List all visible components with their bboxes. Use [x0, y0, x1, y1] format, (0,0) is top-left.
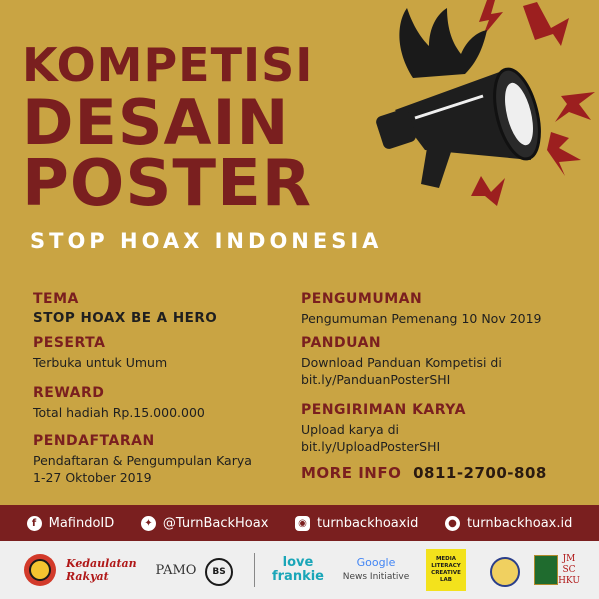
social-instagram[interactable]: [295, 516, 418, 531]
pengumuman-value: Pengumuman Pemenang 10 Nov 2019: [301, 311, 542, 326]
pamo-logo: PAMO: [155, 562, 197, 578]
twitter-handle: @TurnBackHoax: [162, 515, 269, 531]
university-seal-logo: [490, 557, 520, 587]
mafindo-logo: [24, 554, 56, 586]
social-facebook[interactable]: [27, 516, 115, 531]
facebook-icon: f: [27, 516, 42, 531]
media-literacy-creative-lab-logo: [426, 549, 466, 591]
tema-label: TEMA: [33, 291, 79, 307]
title-line-2: DESAIN: [22, 86, 290, 159]
social-twitter[interactable]: [141, 516, 269, 531]
jmsc-text-1: JM: [562, 553, 576, 564]
facebook-handle: MafindoID: [48, 515, 115, 531]
pendaftaran-section: [33, 433, 252, 486]
love-text: love: [282, 555, 314, 570]
megaphone-body: [375, 65, 548, 188]
kedaulatan-rakyat-logo: Kedaulatan Rakyat: [66, 557, 137, 583]
pengumuman-label: PENGUMUMAN: [301, 291, 423, 307]
google-text: Google: [356, 556, 396, 569]
subtitle: STOP HOAX INDONESIA: [30, 229, 383, 253]
panduan-line-1: Download Panduan Kompetisi di: [301, 355, 502, 370]
sponsor-divider: [254, 553, 255, 587]
jmsc-hku-logo: [558, 551, 580, 589]
jmsc-text-3: HKU: [558, 575, 580, 586]
sponsor-bar: [0, 541, 599, 599]
reward-section: [33, 385, 205, 421]
peserta-value: Terbuka untuk Umum: [33, 355, 168, 370]
jmsc-text-2: SC: [562, 564, 576, 575]
social-bar: [0, 505, 599, 541]
wing-icon: [399, 8, 487, 78]
pengiriman-section: [301, 402, 466, 455]
panduan-section: [301, 335, 502, 388]
megaphone-icon: [355, 0, 599, 230]
reward-label: REWARD: [33, 385, 105, 401]
twitter-icon: ✦: [141, 516, 156, 531]
globe-icon: ●: [445, 516, 460, 531]
pengiriman-line-1: Upload karya di: [301, 422, 400, 437]
hku-crest-logo: [534, 555, 558, 585]
mlcl-text-1: MEDIA: [435, 556, 457, 562]
peserta-label: PESERTA: [33, 335, 106, 351]
mlcl-text-4: LAB: [440, 577, 452, 583]
title-line-3: POSTER: [22, 147, 313, 221]
more-info: [301, 464, 547, 482]
pengumuman-section: [301, 291, 542, 327]
love-frankie-logo: [270, 553, 326, 587]
mlcl-text-3: CREATIVE: [431, 570, 461, 576]
pendaftaran-line-2: 1-27 Oktober 2019: [33, 470, 152, 485]
panduan-link[interactable]: bit.ly/PanduanPosterSHI: [301, 372, 451, 387]
pendaftaran-label: PENDAFTARAN: [33, 433, 155, 449]
google-sub-text: News Initiative: [342, 572, 410, 582]
peserta-section: [33, 335, 167, 371]
pengiriman-label: PENGIRIMAN KARYA: [301, 402, 466, 418]
reward-value: Total hadiah Rp.15.000.000: [33, 405, 205, 420]
pendaftaran-line-1: Pendaftaran & Pengumpulan Karya: [33, 453, 252, 468]
more-info-label: MORE INFO: [301, 464, 402, 482]
instagram-handle: turnbackhoaxid: [317, 515, 419, 531]
tema-section: [33, 291, 217, 327]
panduan-label: PANDUAN: [301, 335, 382, 351]
tema-value: STOP HOAX BE A HERO: [33, 310, 218, 326]
social-website[interactable]: [445, 516, 572, 531]
bs-logo: BS: [205, 558, 233, 586]
google-news-initiative-logo: [336, 553, 416, 587]
frankie-text: frankie: [271, 569, 324, 584]
more-info-phone[interactable]: 0811-2700-808: [413, 464, 547, 482]
pengiriman-link[interactable]: bit.ly/UploadPosterSHI: [301, 439, 441, 454]
instagram-icon: ◉: [295, 516, 310, 531]
title-line-1: KOMPETISI: [22, 38, 314, 92]
mlcl-text-2: LITERACY: [431, 563, 461, 569]
website-url: turnbackhoax.id: [466, 515, 573, 531]
